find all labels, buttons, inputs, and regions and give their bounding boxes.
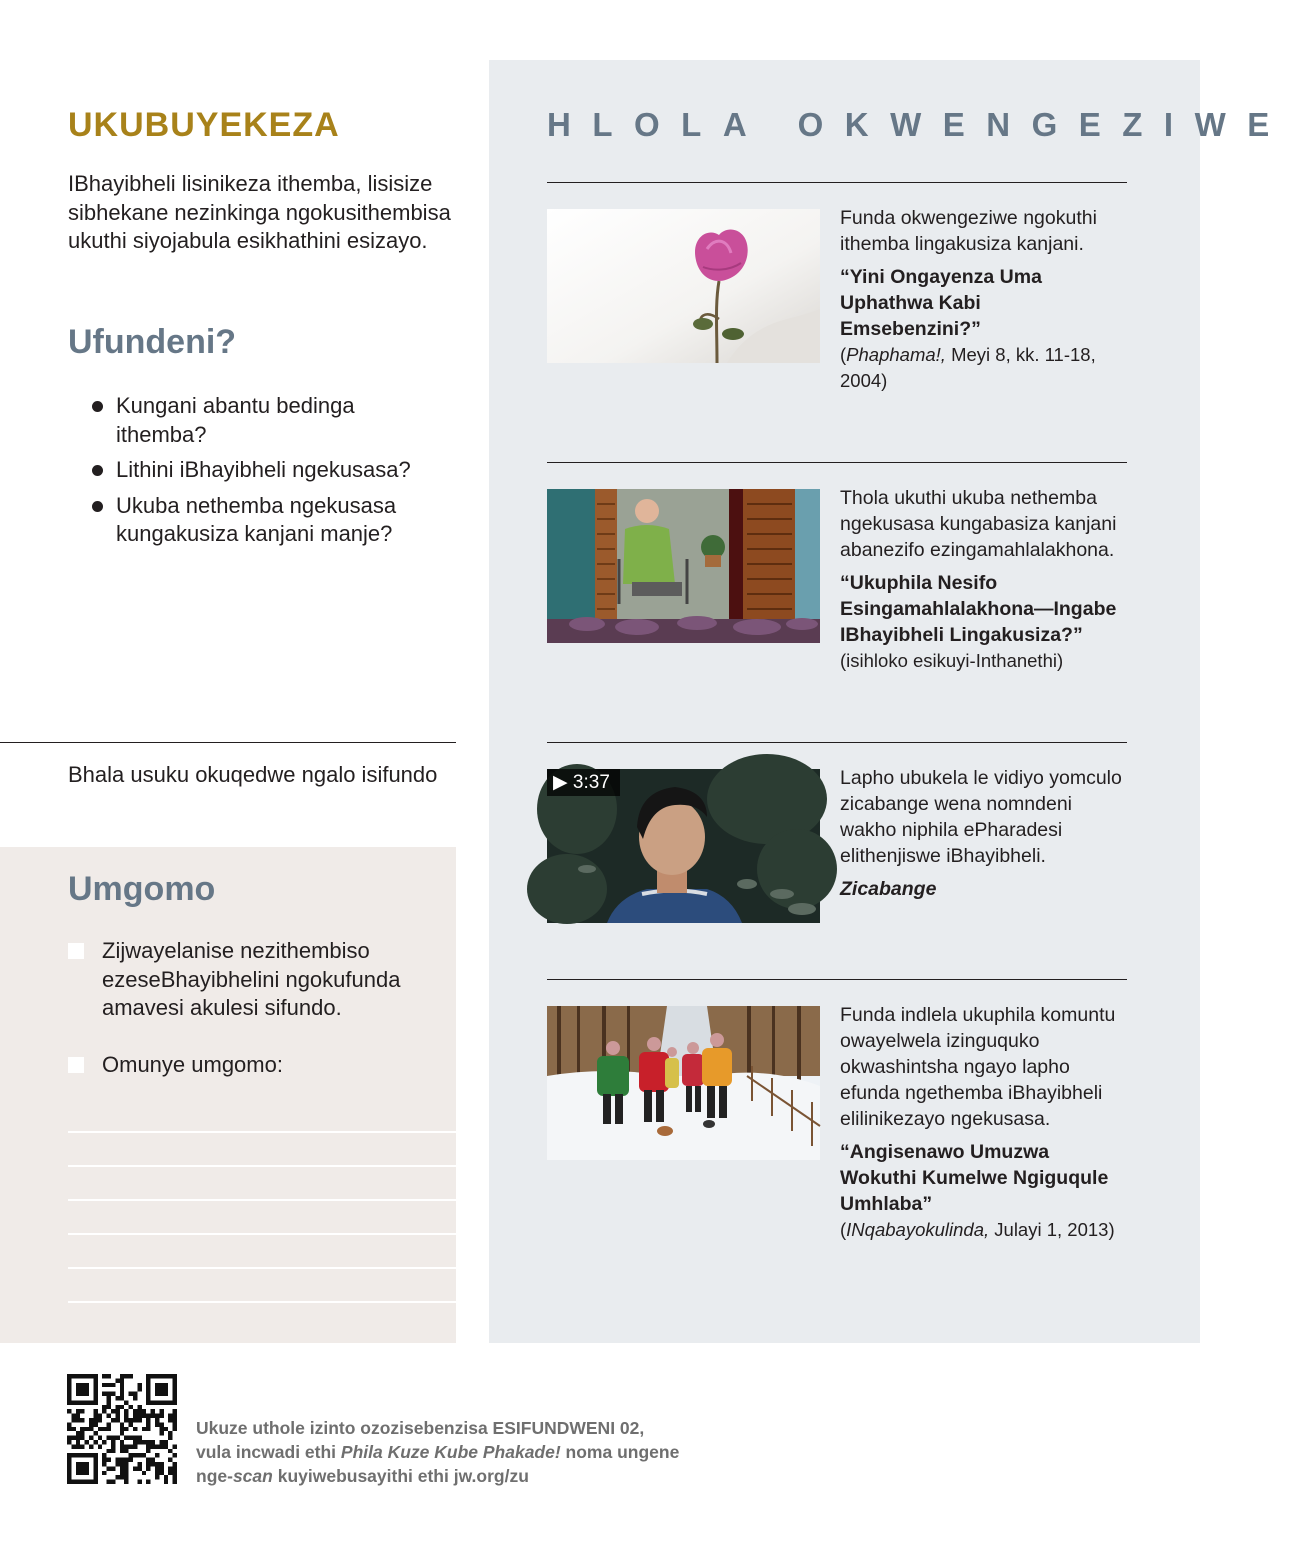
item-title-link[interactable]: “Angisenawo Umuzwa Wokuthi Kumelwe Ngiguqule Umhlaba”: [840, 1141, 1109, 1215]
question-item: [92, 456, 437, 485]
footer-line: vula incwadi ethi Phila Kuze Kube Phakade! noma ungene: [196, 1442, 680, 1462]
divider: [547, 182, 1127, 183]
question-text: Ukuba nethemba ngekusasa kungakusiza kanjani manje?: [116, 492, 397, 546]
learned-title: Ufundeni?: [68, 323, 237, 361]
divider: [547, 462, 1127, 463]
review-title: UKUBUYEKEZA: [68, 106, 340, 144]
write-line[interactable]: [68, 1199, 456, 1201]
item-description: Lapho ubukela le vidiyo yomculo zicabange wena nomndeni wakho niphila ePharadesi elithenjiswe iBhayibheli.: [840, 767, 1122, 867]
write-line[interactable]: [68, 1131, 456, 1133]
item-description: Thola ukuthi ukuba nethemba ngekusasa kungabasiza kanjani abanezifo ezingamahlalakhona.: [840, 487, 1117, 561]
question-text: Lithini iBhayibheli ngekusasa?: [116, 457, 411, 482]
goal-text: Omunye umgomo:: [102, 1052, 283, 1077]
family-snow-image[interactable]: [547, 1006, 820, 1160]
wheelchair-man-image[interactable]: [547, 489, 820, 643]
video-duration: 3:37: [572, 772, 610, 793]
qr-code-icon[interactable]: [67, 1374, 177, 1484]
write-line[interactable]: [68, 1233, 456, 1235]
footer-line: nge-scan kuyiwebusayithi ethi jw.org/zu: [196, 1466, 529, 1486]
checkbox-icon[interactable]: [68, 1057, 84, 1073]
footer-line: Ukuze uthole izinto ozozisebenzisa ESIFUNDWENI 02,: [196, 1418, 645, 1438]
write-line[interactable]: [68, 1165, 456, 1167]
write-line[interactable]: [68, 1301, 456, 1303]
item-source: (INqabayokulinda, Julayi 1, 2013): [840, 1219, 1115, 1240]
video-duration-badge[interactable]: [547, 769, 620, 796]
item-title-link[interactable]: Zicabange: [840, 878, 937, 900]
explore-title: HLOLA OKWENGEZIWE: [547, 106, 1291, 143]
question-item: [92, 392, 437, 449]
write-line[interactable]: [68, 1267, 456, 1269]
item-source: (isihloko esikuyi-Inthanethi): [840, 650, 1064, 671]
review-intro: IBhayibheli lisinikeza ithemba, lisisize sibhekane nezinkinga ngokusithembisa ukuthi siyojabula esikhathini esizayo.: [68, 171, 451, 253]
bullet-icon: [92, 501, 103, 512]
question-list: [92, 392, 437, 556]
item-source: (Phaphama!, Meyi 8, kk. 11-18, 2004): [840, 344, 1096, 391]
play-icon: ▶: [553, 772, 568, 793]
date-prompt: Bhala usuku okuqedwe ngalo isifundo: [68, 762, 438, 787]
explore-text-4: [840, 1002, 1125, 1243]
goal-checkbox-item[interactable]: [68, 1051, 448, 1080]
footer-text: [196, 1416, 716, 1488]
explore-text-3: [840, 765, 1125, 902]
item-description: Funda indlela ukuphila komuntu owayelwela izinguquko okwashintsha ngayo lapho efunda ngethemba iBhayibheli elilinikezayo ngekusasa.: [840, 1004, 1116, 1130]
divider: [547, 979, 1127, 980]
divider: [547, 742, 1127, 743]
question-text: Kungani abantu bedinga ithemba?: [116, 393, 355, 447]
explore-text-2: [840, 485, 1125, 674]
bullet-icon: [92, 465, 103, 476]
item-description: Funda okwengeziwe ngokuthi ithemba lingakusiza kanjani.: [840, 207, 1097, 255]
goal-text: Zijwayelanise nezithembiso ezeseBhayibhelini ngokufunda amavesi akulesi sifundo.: [102, 938, 401, 1020]
goal-checkbox-item[interactable]: [68, 937, 448, 1023]
checkbox-icon[interactable]: [68, 943, 84, 959]
divider: [0, 742, 456, 743]
goal-title: Umgomo: [68, 870, 216, 908]
explore-text-1: [840, 205, 1125, 394]
flower-image[interactable]: [547, 209, 820, 363]
item-title-link[interactable]: “Yini Ongayenza Uma Uphathwa Kabi Emsebenzini?”: [840, 266, 1042, 340]
item-title-link[interactable]: “Ukuphila Nesifo Esingamahlalakhona—Ingabe IBhayibheli Lingakusiza?”: [840, 572, 1117, 646]
bullet-icon: [92, 401, 103, 412]
question-item: [92, 492, 437, 549]
